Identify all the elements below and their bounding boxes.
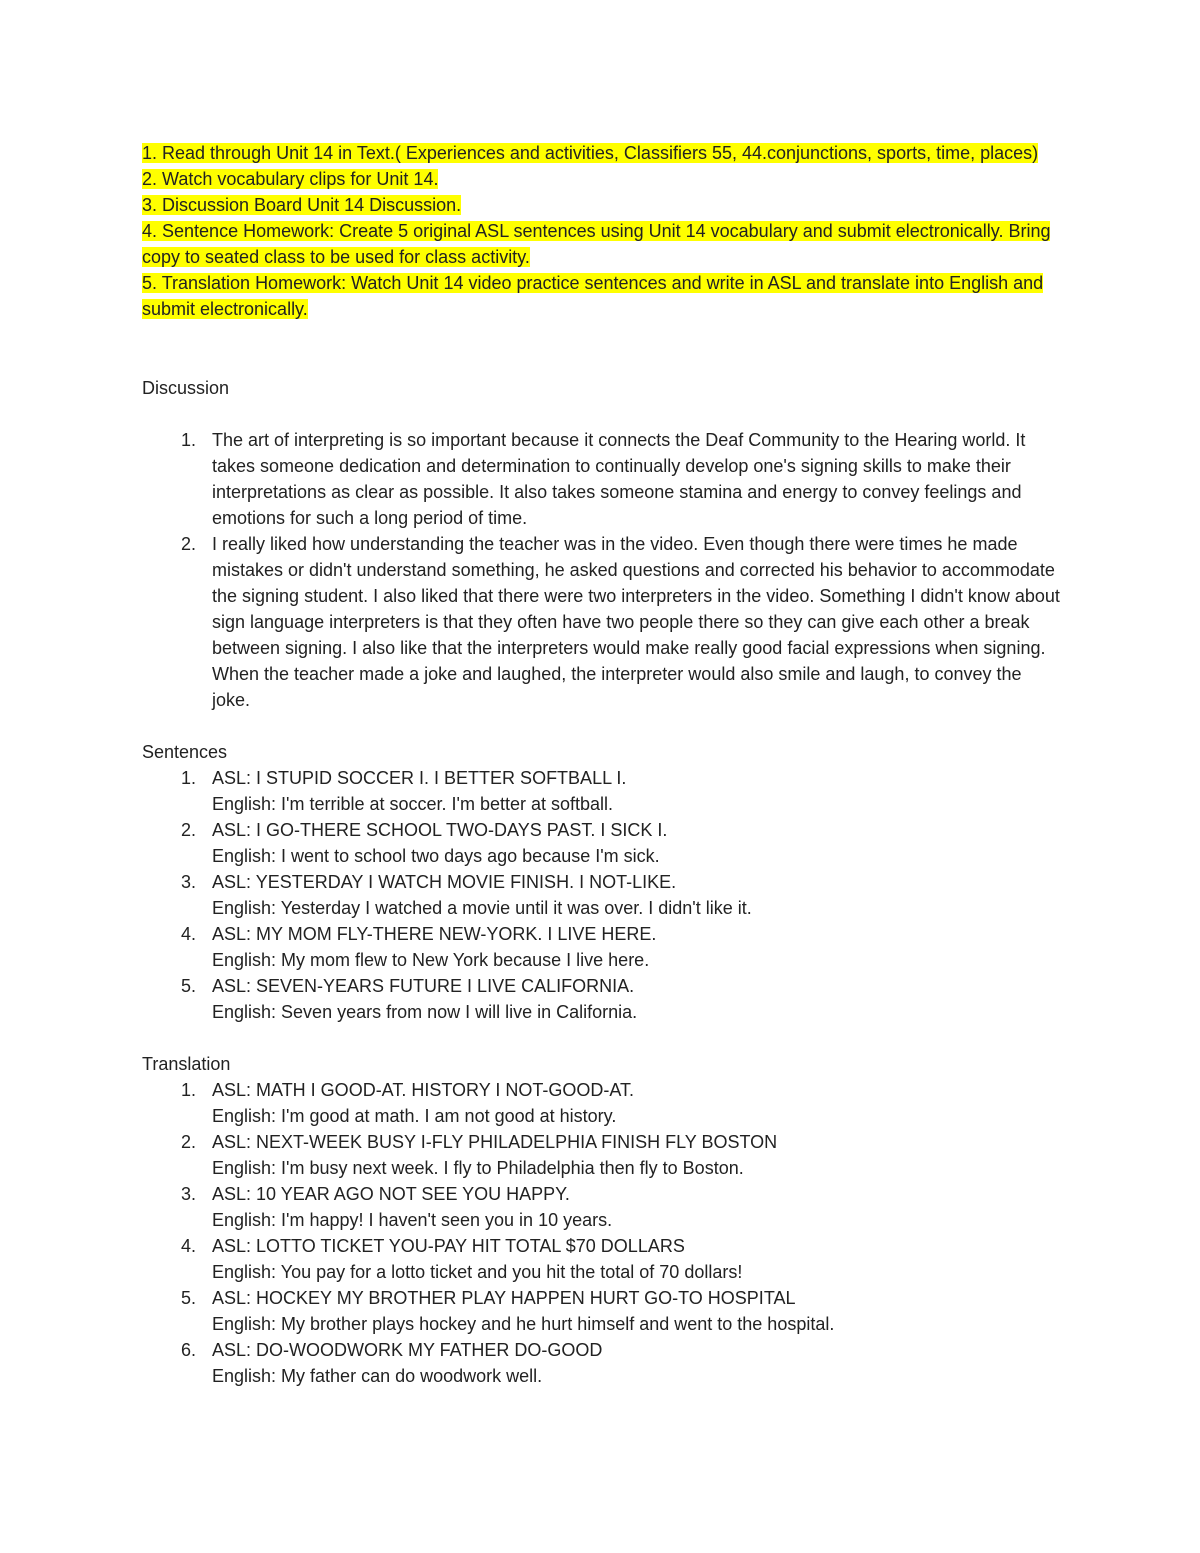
list-number: 1. (180, 768, 196, 788)
asl-line: ASL: 10 YEAR AGO NOT SEE YOU HAPPY. (212, 1184, 570, 1204)
list-number: 2. (180, 820, 196, 840)
highlighted-text: 1. Read through Unit 14 in Text.( Experiences and activities, Classifiers 55, 44.conjunctions, sports, time, places) (142, 143, 1039, 163)
task-item (142, 218, 1062, 270)
english-line: English: My father can do woodwork well. (212, 1366, 543, 1386)
asl-line: ASL: I GO-THERE SCHOOL TWO-DAYS PAST. I SICK I. (212, 820, 668, 840)
task-item (142, 270, 1062, 322)
english-line: English: I'm terrible at soccer. I'm better at softball. (212, 794, 614, 814)
list-number: 3. (180, 872, 196, 892)
task-item (142, 192, 1062, 218)
sentence-item (142, 869, 1062, 921)
english-line: English: I'm good at math. I am not good at history. (212, 1106, 617, 1126)
assignment-task-list (142, 140, 1062, 322)
translation-heading: Translation (142, 1054, 231, 1074)
english-line: English: I'm happy! I haven't seen you in 10 years. (212, 1210, 613, 1230)
asl-line: ASL: I STUPID SOCCER I. I BETTER SOFTBALL I. (212, 768, 627, 788)
asl-line: ASL: NEXT-WEEK BUSY I-FLY PHILADELPHIA FINISH FLY BOSTON (212, 1132, 778, 1152)
list-number: 1. (180, 430, 196, 450)
list-number: 4. (180, 924, 196, 944)
translation-item (142, 1181, 1062, 1233)
discussion-heading: Discussion (142, 378, 230, 398)
list-number: 2. (180, 1132, 196, 1152)
discussion-text: I really liked how understanding the teacher was in the video. Even though there were times he made mistakes or didn't understand something, he asked questions and corrected his behavior to accommodate the signing student. I also liked that there were two interpreters in the video. Something I didn't know about sign language interpreters is that they often have two people there so they can give each other a break between signing. I also like that the interpreters would make really good facial expressions when signing. When the teacher made a joke and laughed, the interpreter would also smile and laugh, to convey the joke. (212, 534, 1060, 710)
highlighted-text: 2. Watch vocabulary clips for Unit 14. (142, 169, 439, 189)
highlighted-text: 5. Translation Homework: Watch Unit 14 video practice sentences and write in ASL and translate into English and submit electronically. (142, 273, 1044, 319)
translation-item (142, 1285, 1062, 1337)
list-number: 1. (180, 1080, 196, 1100)
highlighted-text: 4. Sentence Homework: Create 5 original ASL sentences using Unit 14 vocabulary and submit electronically. Bring copy to seated class to be used for class activity. (142, 221, 1051, 267)
discussion-item (142, 531, 1062, 713)
translation-list (142, 1077, 1062, 1389)
asl-line: ASL: SEVEN-YEARS FUTURE I LIVE CALIFORNIA. (212, 976, 635, 996)
task-item (142, 140, 1062, 166)
english-line: English: I went to school two days ago because I'm sick. (212, 846, 660, 866)
sentence-item (142, 973, 1062, 1025)
task-item (142, 166, 1062, 192)
discussion-list (142, 427, 1062, 713)
list-number: 3. (180, 1184, 196, 1204)
sentences-heading: Sentences (142, 742, 228, 762)
list-number: 4. (180, 1236, 196, 1256)
list-number: 2. (180, 534, 196, 554)
asl-line: ASL: HOCKEY MY BROTHER PLAY HAPPEN HURT GO-TO HOSPITAL (212, 1288, 796, 1308)
sentence-item (142, 921, 1062, 973)
english-line: English: Seven years from now I will live in California. (212, 1002, 638, 1022)
translation-item (142, 1233, 1062, 1285)
asl-line: ASL: LOTTO TICKET YOU-PAY HIT TOTAL $70 DOLLARS (212, 1236, 685, 1256)
english-line: English: You pay for a lotto ticket and you hit the total of 70 dollars! (212, 1262, 743, 1282)
translation-item (142, 1129, 1062, 1181)
sentence-item (142, 817, 1062, 869)
english-line: English: My mom flew to New York because I live here. (212, 950, 650, 970)
list-number: 5. (180, 1288, 196, 1308)
highlighted-text: 3. Discussion Board Unit 14 Discussion. (142, 195, 462, 215)
asl-line: ASL: DO-WOODWORK MY FATHER DO-GOOD (212, 1340, 603, 1360)
translation-item (142, 1077, 1062, 1129)
translation-item (142, 1337, 1062, 1389)
sentence-item (142, 765, 1062, 817)
asl-line: ASL: MATH I GOOD-AT. HISTORY I NOT-GOOD-AT. (212, 1080, 635, 1100)
english-line: English: Yesterday I watched a movie until it was over. I didn't like it. (212, 898, 752, 918)
sentences-list (142, 765, 1062, 1025)
english-line: English: My brother plays hockey and he hurt himself and went to the hospital. (212, 1314, 835, 1334)
list-number: 5. (180, 976, 196, 996)
discussion-item (142, 427, 1062, 531)
discussion-text: The art of interpreting is so important because it connects the Deaf Community to the Hearing world. It takes someone dedication and determination to continually develop one's signing skills to make their interpretations as clear as possible. It also takes someone stamina and energy to convey feelings and emotions for such a long period of time. (212, 430, 1026, 528)
document-body (142, 140, 1062, 1389)
list-number: 6. (180, 1340, 196, 1360)
asl-line: ASL: MY MOM FLY-THERE NEW-YORK. I LIVE HERE. (212, 924, 657, 944)
english-line: English: I'm busy next week. I fly to Philadelphia then fly to Boston. (212, 1158, 744, 1178)
asl-line: ASL: YESTERDAY I WATCH MOVIE FINISH. I NOT-LIKE. (212, 872, 677, 892)
